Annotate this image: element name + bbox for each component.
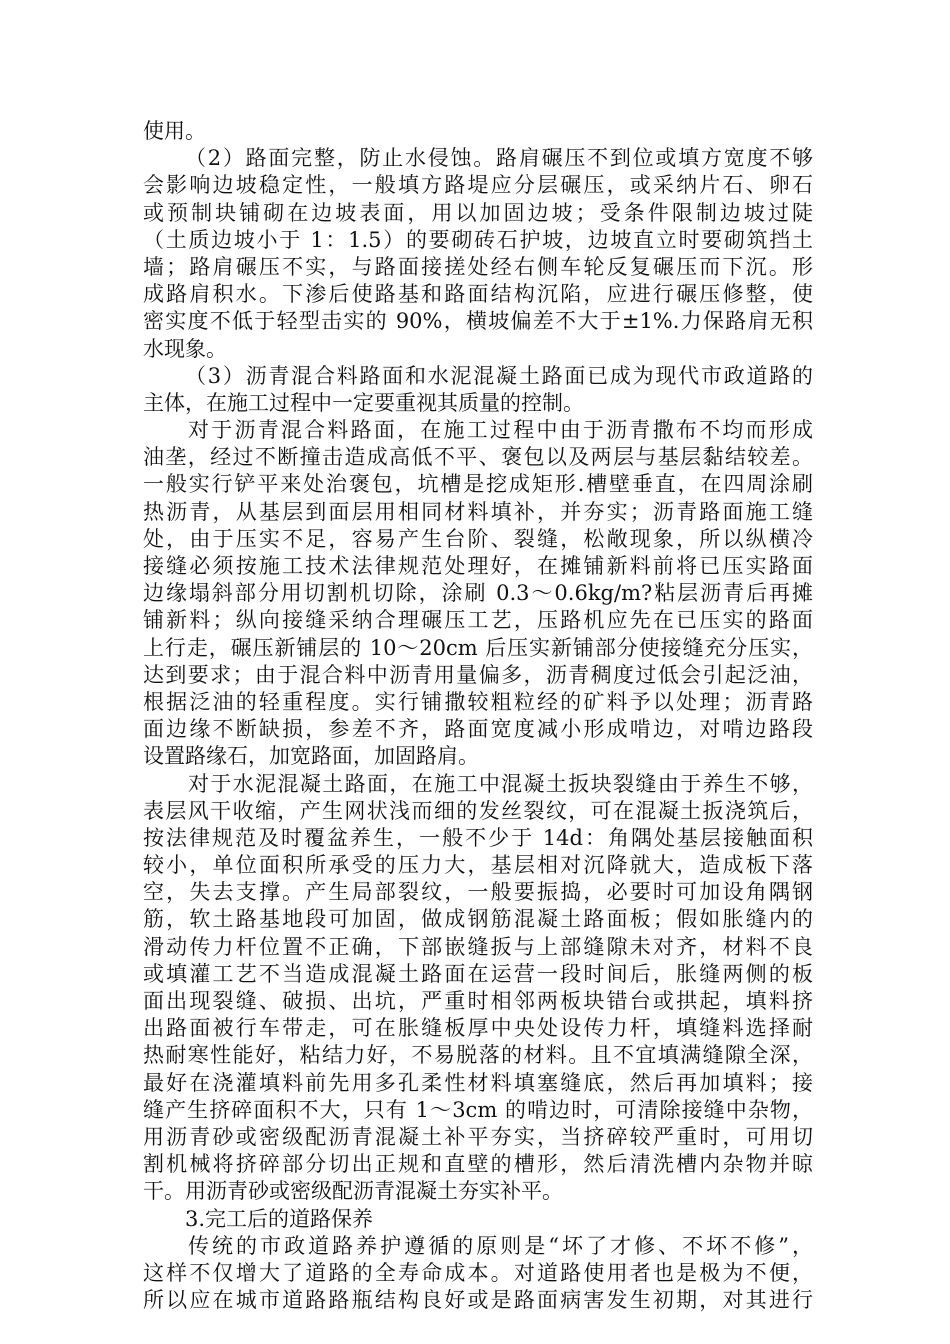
text-line: 铺新料；纵向接缝采纳合理碾压工艺，压路机应先在已压实的路面 xyxy=(143,608,813,633)
text-line: 这样不仅增大了道路的全寿命成本。对道路使用者也是极为不便， xyxy=(143,1260,813,1285)
text-line: 根据泛油的轻重程度。实行铺撒较粗粒经的矿料予以处理；沥青路 xyxy=(143,689,813,714)
text-line: 面边缘不断缺损，参差不齐，路面宽度减小形成啃边，对啃边路段 xyxy=(143,717,813,742)
text-line: 滑动传力杆位置不正确，下部嵌缝扳与上部缝隙未对齐，材料不良 xyxy=(143,934,813,959)
text-line: 对于沥青混合料路面，在施工过程中由于沥青撒布不均而形成 xyxy=(188,418,813,443)
text-line: （2）路面完整，防止水侵蚀。路肩碾压不到位或填方宽度不够 xyxy=(185,146,813,171)
text-line: 接缝必须按施工技术法律规范处理好，在摊铺新料前将已压实路面 xyxy=(143,554,813,578)
text-line: 干。用沥青砂或密级配沥青混凝土夯实补平。 xyxy=(143,1179,563,1204)
text-line: （3）沥青混合料路面和水泥混凝土路面已成为现代市政道路的 xyxy=(185,363,813,388)
text-line: 较小，单位面积所承受的压力大，基层相对沉降就大，造成板下落 xyxy=(143,853,813,878)
text-line: 使用。 xyxy=(143,119,206,143)
text-line: 主体，在施工过程中一定要重视其质量的控制。 xyxy=(143,390,584,415)
text-line: 墙；路肩碾压不实，与路面接搓处经右侧车轮反复碾压而下沉。形 xyxy=(143,254,813,279)
text-line: 热沥青，从基层到面层用相同材料填补，并夯实；沥青路面施工缝 xyxy=(143,499,813,524)
text-line: 达到要求；由于混合料中沥青用量偏多，沥青稠度过低会引起泛油， xyxy=(143,662,813,687)
text-line: 空，失去支撑。产生局部裂纹，一般要振捣，必要时可加设角隅钢 xyxy=(143,880,813,905)
text-line: 传统的市政道路养护遵循的原则是“坏了才修、不坏不修”， xyxy=(188,1233,813,1258)
text-line: 成路肩积水。下渗后使路基和路面结构沉陷，应进行碾压修整，使 xyxy=(143,282,813,307)
text-line: 出路面被行车带走，可在胀缝板厚中央处设传力杆，填缝料选择耐 xyxy=(143,1016,813,1041)
text-line: 所以应在城市道路路瓶结构良好或是路面病害发生初期，对其进行 xyxy=(143,1288,813,1313)
text-line: 筋，软土路基地段可加固，做成钢筋混凝土路面板；假如胀缝内的 xyxy=(143,907,813,932)
text-line: 面出现裂缝、破损、出坑，严重时相邻两板块错台或拱起，填料挤 xyxy=(143,989,813,1013)
text-line: 缝产生挤碎面积不大，只有 1～3cm 的啃边时，可清除接缝中杂物， xyxy=(143,1097,813,1122)
text-line: 热耐寒性能好，粘结力好，不易脱落的材料。且不宜填满缝隙全深， xyxy=(143,1043,813,1068)
text-line: 密实度不低于轻型击实的 90%，横坡偏差不大于±1%.力保路肩无积 xyxy=(143,309,813,334)
text-line: 处，由于压实不足，容易产生台阶、裂缝，松敞现象，所以纵横冷 xyxy=(143,526,813,551)
text-line: 或预制块铺砌在边坡表面，用以加固边坡；受条件限制边坡过陡 xyxy=(143,200,813,225)
text-line: （土质边坡小于 1：1.5）的要砌砖石护坡，边坡直立时要砌筑挡土 xyxy=(143,227,813,252)
text-line: 上行走，碾压新铺层的 10～20cm 后压实新铺部分使接缝充分压实， xyxy=(143,635,813,660)
document-body xyxy=(143,118,813,1314)
text-line: 水现象。 xyxy=(143,336,227,361)
text-line: 按法律规范及时覆盆养生，一般不少于 14d：角隅处基层接触面积 xyxy=(143,825,813,850)
text-line: 表层风干收缩，产生网状浅而细的发丝裂纹，可在混凝土扳浇筑后， xyxy=(143,798,813,823)
text-line: 边缘塌斜部分用切割机切除，涂刷 0.3～0.6kg/m?粘层沥青后再摊 xyxy=(143,581,813,606)
text-line: 一般实行铲平来处治褒包，坑槽是挖成矩形.槽壁垂直，在四周涂刷 xyxy=(143,472,813,497)
section-heading: 3.完工后的道路保养 xyxy=(185,1206,374,1231)
text-line: 设置路缘石，加宽路面，加固路肩。 xyxy=(143,744,479,769)
text-line: 割机械将挤碎部分切出正规和直壁的槽形，然后清洗槽内杂物并晾 xyxy=(143,1152,813,1177)
text-line: 会影响边坡稳定性，一般填方路堤应分层碾压，或采纳片石、卵石 xyxy=(143,173,813,198)
text-line: 最好在浇灌填料前先用多孔柔性材料填塞缝底，然后再加填料；接 xyxy=(143,1070,813,1095)
text-line: 或填灌工艺不当造成混凝土路面在运营一段时间后，胀缝两侧的板 xyxy=(143,961,813,986)
text-line: 对于水泥混凝土路面，在施工中混凝土扳块裂缝由于养生不够， xyxy=(188,771,813,796)
text-line: 用沥青砂或密级配沥青混凝土补平夯实，当挤碎较严重时，可用切 xyxy=(143,1124,813,1149)
text-line: 油垄，经过不断撞击造成高低不平、褒包以及两层与基层黏结较差。 xyxy=(143,445,813,470)
